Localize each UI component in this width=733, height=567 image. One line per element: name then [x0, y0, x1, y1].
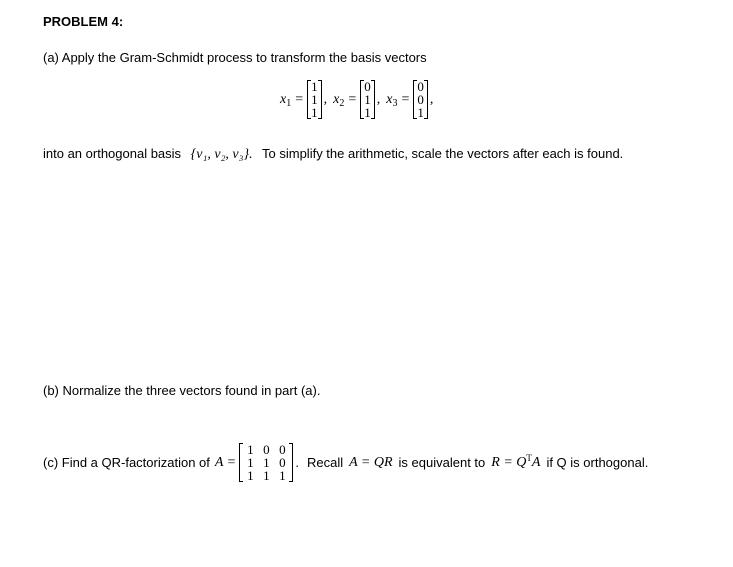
- part-a-text-3: To simplify the arithmetic, scale the vectors after each is found.: [262, 146, 624, 161]
- equation-r-qta: $R = Q^TA$: [491, 452, 541, 470]
- part-c-text: (c) Find a QR-factorization of: [43, 455, 210, 470]
- orthogonal-text: if Q is orthogonal.: [546, 455, 649, 470]
- part-a-text-2: into an orthogonal basis: [43, 146, 182, 161]
- part-b-text: (b) Normalize the three vectors found in part (a).: [43, 383, 321, 398]
- matrix-name: A: [214, 454, 224, 470]
- part-a-continuation: [43, 146, 623, 163]
- vector-x2: 0 1 1: [360, 80, 375, 119]
- vector-x3: 0 0 1: [413, 80, 428, 119]
- vector-x3-label: $x_3$: [386, 91, 398, 109]
- basis-vectors-equation: $x_1$ = 1 1 1 , $x_2$ = 0 1 1 , $x_3$ = 0 0 1 ,: [280, 79, 434, 120]
- equation-a-qr: A = QR: [349, 454, 393, 470]
- problem-title: PROBLEM 4:: [43, 14, 124, 29]
- basis-set: {v₁, v₂, v₃}.: [190, 147, 253, 162]
- vector-x2-label: $x_2$: [333, 91, 345, 109]
- part-c-row: (c) Find a QR-factorization of A = 1 0 0 1 1 0 1 1 1 . Recall A = QR is equivalent to $R = Q^TA$ if Q is orthogonal.: [43, 442, 649, 483]
- vector-x1: 1 1 1: [307, 80, 322, 119]
- part-a-text: (a) Apply the Gram-Schmidt process to transform the basis vectors: [43, 50, 427, 65]
- vector-x1-label: $x_1$: [280, 91, 292, 109]
- recall-text: Recall: [306, 455, 344, 470]
- matrix-a: 1 0 0 1 1 0 1 1 1: [239, 443, 293, 482]
- equivalent-text: is equivalent to: [398, 455, 486, 470]
